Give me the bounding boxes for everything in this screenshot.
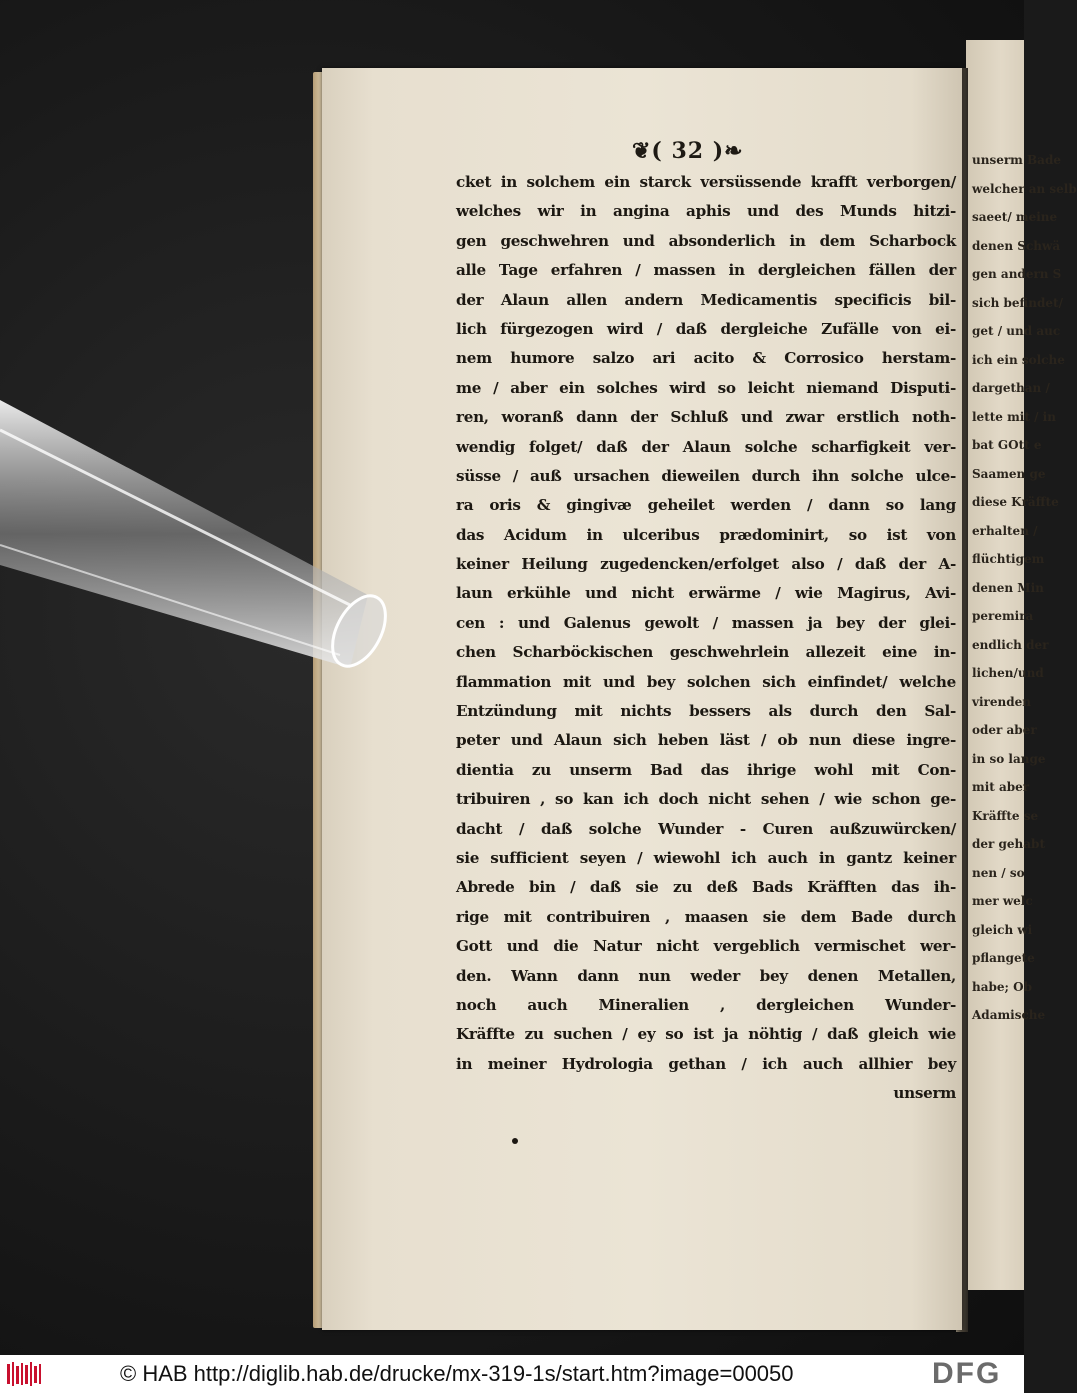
facing-page-line: lichen/und: [972, 666, 1044, 680]
facing-page-line: der gehabt: [972, 837, 1045, 851]
text-line: Entzündung mit nichts bessers als durch den Sal-: [456, 702, 956, 721]
facing-page-line: welcher an selb: [972, 181, 1077, 196]
text-line: cket in solchem ein starck versüssende krafft verborgen/: [456, 173, 956, 191]
text-line: Kräffte zu suchen / ey so ist ja nöhtig / daß gleich wie: [456, 1025, 956, 1044]
facing-page-line: mer welc: [972, 894, 1033, 908]
facing-page-line: flüchtigem: [972, 552, 1045, 566]
text-line: Abrede bin / daß sie zu deß Bads Kräfften das ih-: [456, 878, 956, 897]
text-line: das Acidum in ulceribus prædominirt, so ist von: [456, 525, 956, 544]
facing-page-line: in so lange: [972, 751, 1046, 766]
facing-page-line: oder aber: [972, 723, 1037, 737]
text-line: dientia zu unserm Bad das ihrige wohl mit Con-: [456, 760, 956, 779]
text-line: ra oris & gingivæ geheilet werden / dann so lang: [456, 496, 956, 515]
text-line: cen : und Galenus gewolt / massen ja bey der glei-: [456, 613, 956, 632]
text-line: der Alaun allen andern Medicamentis specificis bil-: [456, 290, 956, 309]
text-line: rige mit contribuiren , maasen sie dem Bade durch: [456, 907, 956, 926]
text-line: laun erkühle und nicht erwärme / wie Magirus, Avi-: [456, 584, 956, 603]
text-line: sie sufficient seyen / wiewohl ich auch in gantz keiner: [456, 848, 956, 867]
facing-page-line: pflangete: [972, 951, 1035, 965]
text-line: den. Wann dann nun weder bey denen Metallen,: [456, 966, 956, 985]
facing-page-line: get / und auc: [972, 324, 1061, 338]
facing-page-line: virenden: [972, 694, 1031, 709]
facing-page-line: lette mit / in: [972, 409, 1056, 424]
text-line: gen geschwehren und absonderlich in dem Scharbock: [456, 231, 956, 250]
facing-page-line: saeet/ meine: [972, 210, 1058, 224]
page-number-header: ❦( 32 )❧: [632, 138, 744, 164]
facing-page-line: bat GOtt e: [972, 438, 1042, 452]
facing-page-line: unserm Bade: [972, 153, 1061, 167]
text-line: süsse / auß ursachen dieweilen durch ihn solche ulce-: [456, 466, 956, 485]
facing-page-line: gleich wi: [972, 922, 1033, 937]
text-line: noch auch Mineralien , dergleichen Wunder-: [456, 995, 956, 1014]
text-line: flammation mit und bey solchen sich einfindet/ welche: [456, 672, 956, 691]
text-line: me / aber ein solches wird so leicht niemand Disputi-: [456, 378, 956, 397]
text-line: dacht / daß solche Wunder - Curen außzuwürcken/: [456, 819, 956, 838]
facing-page-line: Adamische: [972, 1008, 1046, 1022]
text-line: alle Tage erfahren / massen in dergleichen fällen der: [456, 261, 956, 280]
facing-page-line: denen Min: [972, 580, 1044, 595]
copyright-text: © HAB http://diglib.hab.de/drucke/mx-319-1s/start.htm?image=00050: [120, 1361, 794, 1386]
text-line: nem humore salzo ari acito & Corrosico herstam-: [456, 349, 956, 368]
catchword: unserm: [893, 1084, 956, 1103]
text-line: chen Scharböckischen geschwehrlein allezeit eine in-: [456, 643, 956, 662]
facing-page-line: habe; Ob: [972, 979, 1032, 994]
ink-dot: [512, 1138, 518, 1144]
facing-page-line: gen andern S: [972, 267, 1062, 281]
text-line: lich fürgezogen wird / daß dergleiche Zufälle von ei-: [456, 319, 956, 338]
text-line: ren, woranß dann der Schluß und zwar erstlich noth-: [456, 408, 956, 427]
text-line: wendig folget/ daß der Alaun solche scharfigkeit ver-: [456, 437, 956, 456]
facing-page-line: sich befindet/: [972, 295, 1063, 310]
facing-page-line: diese Kräffte: [972, 495, 1059, 509]
text-line: tribuiren , so kan ich doch nicht sehen / wie schon ge-: [456, 790, 956, 809]
page-text-block: [456, 168, 956, 1109]
facing-page-line: mit aber: [972, 780, 1030, 794]
facing-page-line: nen / so: [972, 865, 1025, 880]
dfg-logo: DFG: [932, 1357, 1002, 1390]
facing-page-line: erhalten /: [972, 523, 1038, 538]
footer-bar: [0, 1355, 1024, 1393]
facing-page-line: Kräffte se: [972, 808, 1039, 823]
text-line: peter und Alaun sich heben läst / ob nun diese ingre-: [456, 731, 956, 750]
facing-page-line: ich ein solche: [972, 352, 1065, 367]
facing-page-line: peremira: [972, 609, 1034, 623]
facing-page-line: endlich der: [972, 637, 1049, 652]
facing-page-line: Saamen ge: [972, 466, 1046, 481]
text-line: welches wir in angina aphis und des Munds hitzi-: [456, 202, 956, 221]
facing-page-fragment: [966, 40, 1077, 1290]
text-line: in meiner Hydrologia gethan / ich auch allhier bey: [456, 1054, 956, 1073]
text-line: Gott und die Natur nicht vergeblich vermischet wer-: [456, 937, 956, 956]
text-line: keiner Heilung zugedencken/erfolget also / daß der A-: [456, 555, 956, 574]
facing-page-line: denen Schwä: [972, 238, 1061, 253]
hab-logo-icon: [6, 1361, 42, 1387]
facing-page-line: dargethan /: [972, 381, 1050, 395]
